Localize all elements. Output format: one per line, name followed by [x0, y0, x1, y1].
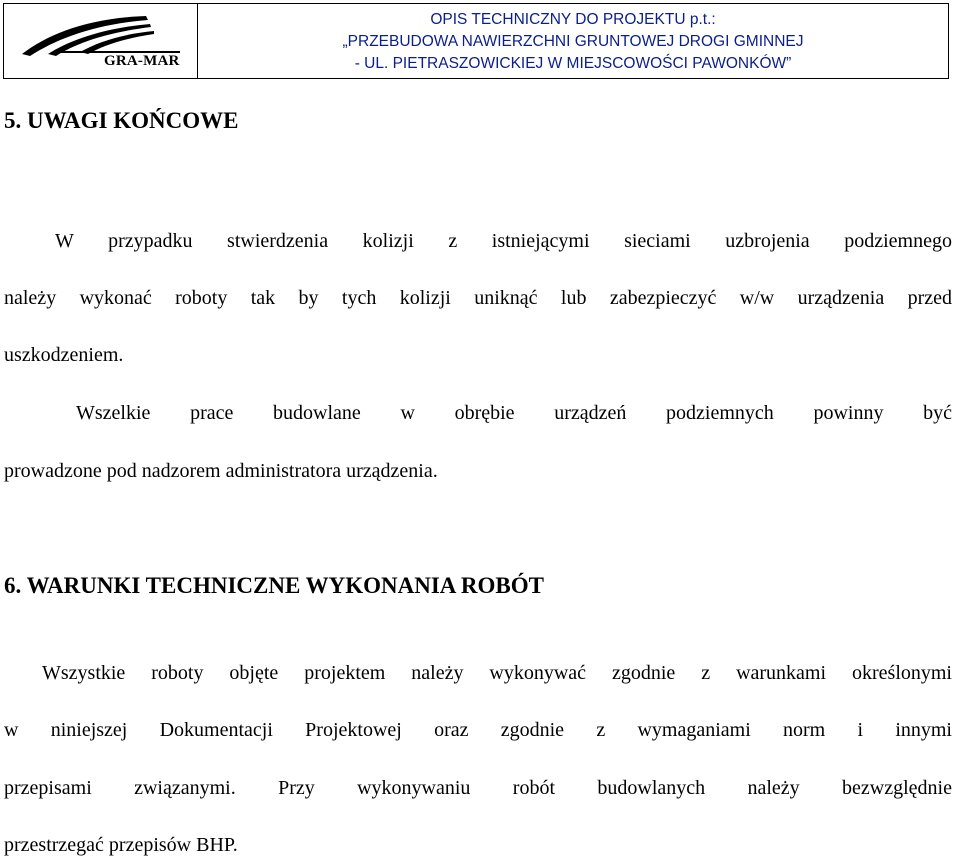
paragraph-line: prowadzone pod nadzorem administratora urządzenia. — [4, 460, 438, 482]
paragraph-line: uszkodzeniem. — [4, 344, 124, 366]
section-5-heading: 5. UWAGI KOŃCOWE — [4, 108, 239, 133]
company-logo — [4, 4, 198, 78]
road-logo-icon — [18, 12, 188, 58]
paragraph-line: należy wykonać roboty tak by tych kolizji uniknąć lub zabezpieczyć w/w urządzenia przed — [4, 287, 952, 309]
project-title — [198, 4, 948, 78]
title-line-2: „PRZEBUDOWA NAWIERZCHNI GRUNTOWEJ DROGI GMINNEJ — [342, 33, 804, 50]
paragraph-line: Wszystkie roboty objęte projektem należy wykonywać zgodnie z warunkami określonymi — [42, 662, 952, 684]
section-6-heading: 6. WARUNKI TECHNICZNE WYKONANIA ROBÓT — [4, 573, 544, 598]
paragraph-line: przestrzegać przepisów BHP. — [4, 834, 238, 856]
paragraph-line: W przypadku stwierdzenia kolizji z istniejącymi sieciami uzbrojenia podziemnego — [55, 230, 952, 252]
logo-text: GRA-MAR — [104, 53, 180, 69]
paragraph-line: Wszelkie prace budowlane w obrębie urządzeń podziemnych powinny być — [76, 402, 952, 424]
title-line-1: OPIS TECHNICZNY DO PROJEKTU p.t.: — [430, 11, 716, 28]
paragraph-line: przepisami związanymi. Przy wykonywaniu robót budowlanych należy bezwzględnie — [4, 777, 952, 799]
paragraph-line: w niniejszej Dokumentacji Projektowej oraz zgodnie z wymaganiami norm i innymi — [4, 719, 952, 741]
title-line-3: - UL. PIETRASZOWICKIEJ W MIEJSCOWOŚCI PAWONKÓW” — [354, 55, 792, 72]
document-header — [3, 3, 949, 79]
